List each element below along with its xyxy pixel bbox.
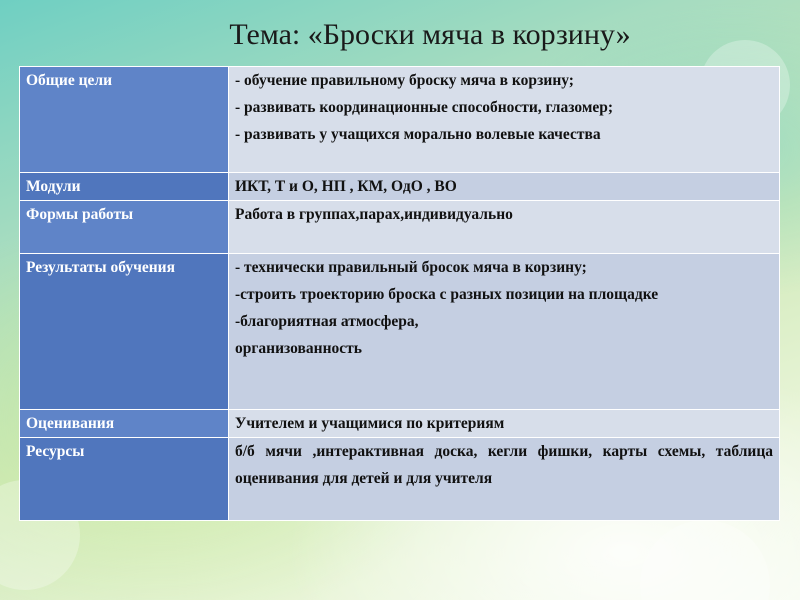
goal-line: - развивать у учащихся морально волевые качества [235, 126, 601, 143]
row-label-assessment: Оценивания [20, 410, 229, 438]
table-row [20, 67, 780, 173]
background-bokeh [640, 520, 770, 600]
table-row [20, 438, 780, 521]
row-value-resources [229, 438, 780, 521]
goal-line: - развивать координационные способности, глазомер; [235, 99, 614, 116]
row-label-goals: Общие цели [20, 67, 229, 173]
lesson-plan-table [19, 66, 780, 521]
row-label-resources: Ресурсы [20, 438, 229, 521]
row-value-results [229, 254, 780, 410]
table-row [20, 201, 780, 254]
result-line: -благориятная атмосфера, [235, 313, 419, 330]
row-label-work-forms: Формы работы [20, 201, 229, 254]
result-line: организованность [235, 340, 362, 357]
goal-line: - обучение правильному броску мяча в корзину; [235, 72, 574, 89]
row-value-modules [229, 173, 780, 201]
modules-line: ИКТ, Т и О, НП , КМ, ОдО , ВО [235, 178, 457, 195]
assessment-line: Учителем и учащимися по критериям [235, 415, 505, 432]
result-line: -строить троекторию броска с разных позиции на площадке [235, 286, 659, 303]
result-line: - технически правильный бросок мяча в корзину; [235, 259, 587, 276]
table-row [20, 173, 780, 201]
row-value-goals [229, 67, 780, 173]
row-label-results: Результаты обучения [20, 254, 229, 410]
row-value-assessment [229, 410, 780, 438]
work-forms-line: Работа в группах,парах,индивидуально [235, 206, 513, 223]
table-row [20, 410, 780, 438]
slide-title: Тема: «Броски мяча в корзину» [229, 18, 631, 51]
resources-line: б/б мячи ,интерактивная доска, кегли фишки, карты схемы, таблица оценивания для детей и для учителя [235, 443, 773, 487]
row-label-modules: Модули [20, 173, 229, 201]
table-row [20, 254, 780, 410]
row-value-work-forms [229, 201, 780, 254]
